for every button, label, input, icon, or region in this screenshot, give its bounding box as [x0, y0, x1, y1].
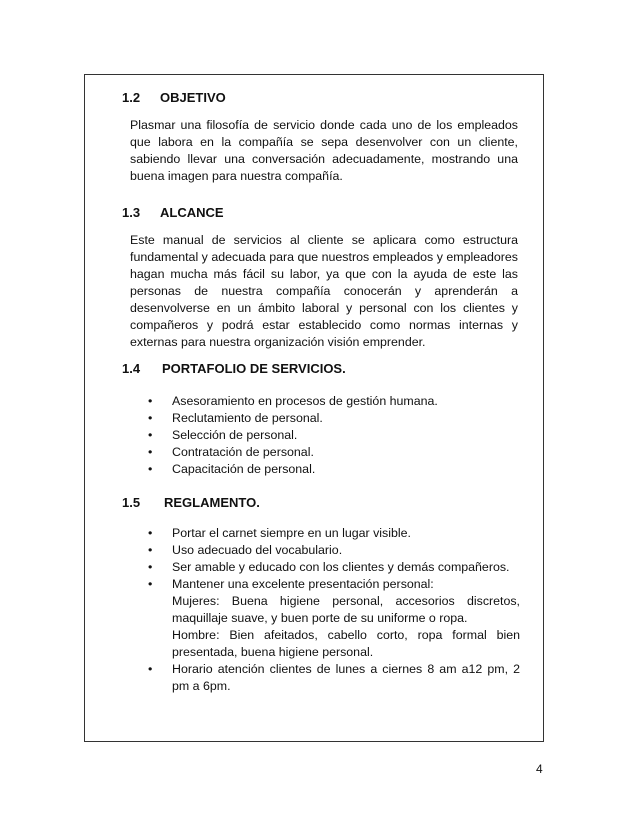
- bullet-icon: •: [148, 560, 153, 574]
- list-item-text: Horario atención clientes de lunes a ciernes 8 am a12 pm, 2 pm a 6pm.: [172, 662, 520, 693]
- list-item: [148, 525, 520, 542]
- list-item-text: Reclutamiento de personal.: [172, 411, 323, 425]
- section-heading-portafolio: [122, 361, 346, 376]
- section-number: 1.4: [122, 361, 141, 376]
- bullet-icon: •: [148, 577, 153, 591]
- list-item: [148, 661, 520, 695]
- reglamento-list: [148, 525, 520, 695]
- list-item: [148, 559, 520, 576]
- list-item: [148, 427, 520, 444]
- bullet-icon: •: [148, 445, 153, 459]
- page-number: 4: [536, 762, 543, 776]
- section-heading-objetivo: [122, 90, 226, 105]
- bullet-icon: •: [148, 526, 153, 540]
- portafolio-list: [148, 393, 520, 478]
- presentation-detail-women: Mujeres: Buena higiene personal, accesorios discretos, maquillaje suave, y buen porte de su uniforme o ropa.: [172, 594, 520, 625]
- bullet-icon: •: [148, 462, 153, 476]
- bullet-icon: •: [148, 428, 153, 442]
- list-item-text: Ser amable y educado con los clientes y demás compañeros.: [172, 560, 510, 574]
- bullet-icon: •: [148, 662, 153, 676]
- list-item-text: Capacitación de personal.: [172, 462, 316, 476]
- list-item-text: Asesoramiento en procesos de gestión humana.: [172, 394, 438, 408]
- section-number: 1.3: [122, 205, 141, 220]
- list-item-text: Selección de personal.: [172, 428, 298, 442]
- objetivo-paragraph: Plasmar una filosofía de servicio donde cada uno de los empleados que labora en la compañía se sepa desenvolver con un cliente, sabiendo llevar una conversación adecuadamente, mostrando una buena imagen para nuestra compañía.: [130, 118, 518, 183]
- list-item: [148, 444, 520, 461]
- bullet-icon: •: [148, 411, 153, 425]
- section-title: OBJETIVO: [160, 90, 226, 105]
- bullet-icon: •: [148, 543, 153, 557]
- list-item-text: Contratación de personal.: [172, 445, 314, 459]
- section-heading-reglamento: [122, 495, 260, 510]
- alcance-paragraph: Este manual de servicios al cliente se aplicara como estructura fundamental y adecuada para que nuestros empleados y empleadores hagan mucha más fácil su labor, ya que con la ayuda de este las personas de nuestra compañía conocerán y aprenderán a desenvolverse en un ámbito laboral y personal con los clientes y compañeros y podrá estar establecido como normas internas y externas para nuestra organización visión emprender.: [130, 233, 518, 349]
- list-item-text: Portar el carnet siempre en un lugar visible.: [172, 526, 411, 540]
- list-item: [148, 393, 520, 410]
- list-item: [148, 461, 520, 478]
- list-item: [148, 542, 520, 559]
- section-heading-alcance: [122, 205, 224, 220]
- section-number: 1.5: [122, 495, 141, 510]
- list-item: [148, 410, 520, 427]
- list-item-text: Mantener una excelente presentación personal:: [172, 577, 434, 591]
- list-item: [148, 576, 520, 661]
- section-title: ALCANCE: [160, 205, 224, 220]
- section-number: 1.2: [122, 90, 141, 105]
- presentation-detail-men: Hombre: Bien afeitados, cabello corto, ropa formal bien presentada, buena higiene personal.: [172, 628, 520, 659]
- list-item-text: Uso adecuado del vocabulario.: [172, 543, 343, 557]
- section-title: REGLAMENTO.: [164, 495, 260, 510]
- bullet-icon: •: [148, 394, 153, 408]
- section-title: PORTAFOLIO DE SERVICIOS.: [162, 361, 346, 376]
